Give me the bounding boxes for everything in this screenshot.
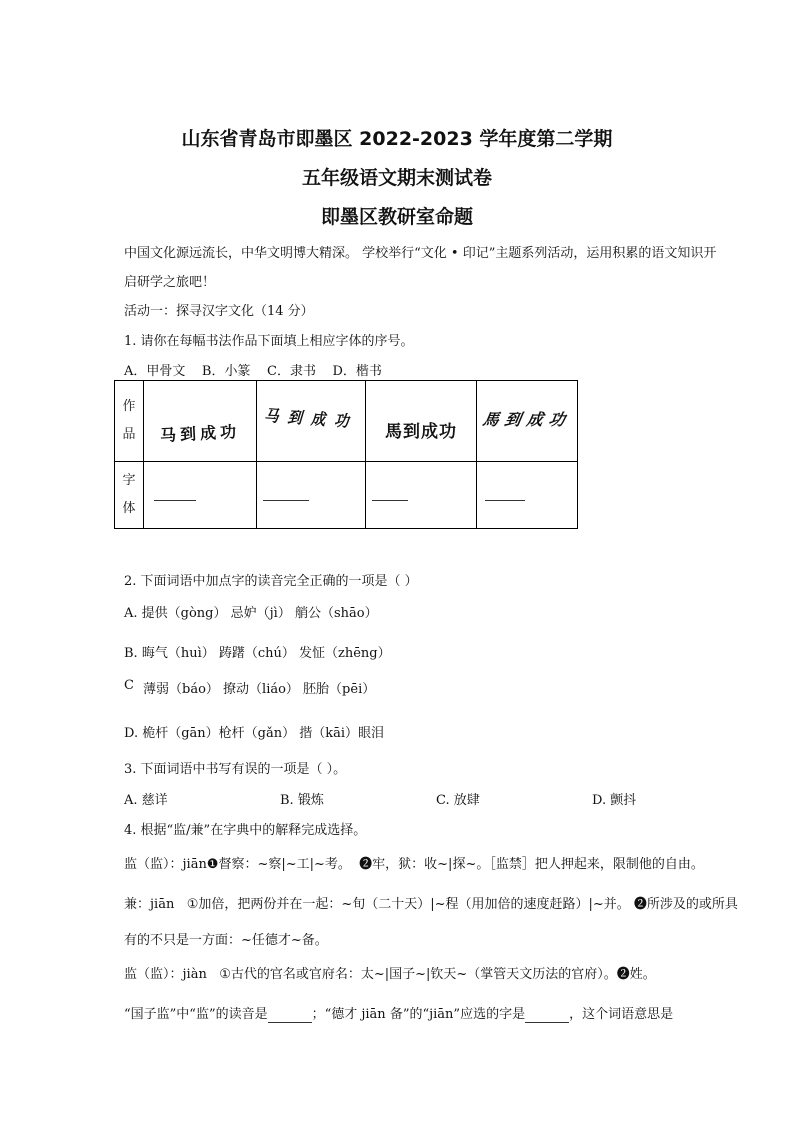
paper-title-line1: 山东省青岛市即墨区 2022-2023 学年度第二学期 bbox=[181, 128, 613, 150]
q4-stem: 4. 根据“监/兼”在字典中的解释完成选择。 bbox=[124, 823, 367, 838]
q4-answer-blank-2[interactable] bbox=[525, 1007, 569, 1023]
calligraphy-text: 马到成功 bbox=[263, 405, 359, 432]
paper-title-line3: 即墨区教研室命题 bbox=[320, 206, 473, 228]
calligraphy-work-3 bbox=[366, 381, 477, 462]
q4-definition-jian3: 监（监）：jiàn ①古代的官名或官府名：太~|国子~|钦天~（掌管天文历法的官府）。❷姓。 bbox=[124, 967, 656, 982]
paper-title-line2: 五年级语文期末测试卷 bbox=[301, 167, 492, 189]
row-header-works bbox=[115, 381, 144, 462]
calligraphy-work-4 bbox=[477, 381, 578, 462]
row-header-char: 字 bbox=[122, 473, 136, 488]
calligraphy-work-1 bbox=[144, 381, 257, 462]
calligraphy-text: 馬到成功 bbox=[385, 421, 457, 442]
q2-stem: 2. 下面词语中加点字的读音完全正确的一项是（ ） bbox=[124, 574, 418, 589]
q4-definition-jian2-line2: 有的不只是一方面：~任德才~备。 bbox=[124, 933, 328, 948]
q3-stem: 3. 下面词语中书写有误的一项是（ ）。 bbox=[124, 762, 347, 777]
calligraphy-text: 馬到成功 bbox=[481, 409, 573, 429]
q4-fill-in-line bbox=[124, 1003, 673, 1023]
row-header-char: 体 bbox=[122, 501, 136, 516]
q3-option-c: C. 放肆 bbox=[436, 793, 480, 808]
q4-blank-prompt-1: “国子监”中“监”的读音是 bbox=[124, 1007, 268, 1022]
answer-blank-2[interactable] bbox=[257, 462, 366, 529]
q2-option-b: B. 晦气（huì） 踌躇（chú） 发怔（zhēng） bbox=[124, 646, 391, 661]
q1-stem: 1. 请你在每幅书法作品下面填上相应字体的序号。 bbox=[124, 334, 414, 349]
q4-blank-prompt-3: ，这个词语意思是 bbox=[569, 1007, 674, 1022]
q2-option-c-letter: C bbox=[124, 678, 134, 693]
q4-answer-blank-1[interactable] bbox=[268, 1007, 312, 1023]
answer-blank-1[interactable] bbox=[144, 462, 257, 529]
answer-blank-3[interactable] bbox=[366, 462, 477, 529]
q2-option-d: D. 桅杆（gān）枪杆（gǎn） 揩（kāi）眼泪 bbox=[124, 726, 385, 741]
row-header-script bbox=[115, 462, 144, 529]
row-header-char: 作 bbox=[122, 399, 136, 414]
row-header-char: 品 bbox=[122, 427, 136, 442]
q1-options: A．甲骨文 B．小篆 C．隶书 D．楷书 bbox=[124, 364, 382, 379]
q2-option-a: A. 提供（gòng） 忌妒（jì） 艄公（shāo） bbox=[124, 606, 378, 621]
calligraphy-work-2 bbox=[257, 381, 366, 462]
q2-option-c: 薄弱（báo） 撩动（liáo） 胚胎（pēi） bbox=[143, 682, 376, 697]
q3-option-b: B. 锻炼 bbox=[280, 793, 324, 808]
intro-text-line2: 启研学之旅吧！ bbox=[124, 275, 216, 290]
calligraphy-table bbox=[114, 380, 578, 529]
q4-definition-jian2-line1: 兼：jiān ①加倍，把两份并在一起：~旬（二十天）|~程（用加倍的速度赶路）|~并。 ❷所涉及的或所具 bbox=[124, 897, 738, 912]
answer-blank-4[interactable] bbox=[477, 462, 578, 529]
q4-blank-prompt-2: ；“德才 jiān 备”的“jiān”应选的字是 bbox=[311, 1007, 526, 1022]
activity1-heading: 活动一：探寻汉字文化（14 分） bbox=[124, 304, 314, 319]
q4-definition-jian1: 监（监）：jiān❶督察：~察|~工|~考。 ❷牢，狱：收~|探~。［监禁］把人押起来，限制他的自由。 bbox=[124, 857, 704, 872]
calligraphy-text: 马到成功 bbox=[159, 421, 241, 445]
intro-text-line1: 中国文化源远流长，中华文明博大精深。 学校举行“文化 • 印记”主题系列活动，运用积累的语文知识开 bbox=[124, 246, 717, 261]
q3-option-d: D. 颤抖 bbox=[592, 793, 637, 808]
q3-option-a: A. 慈详 bbox=[124, 793, 168, 808]
